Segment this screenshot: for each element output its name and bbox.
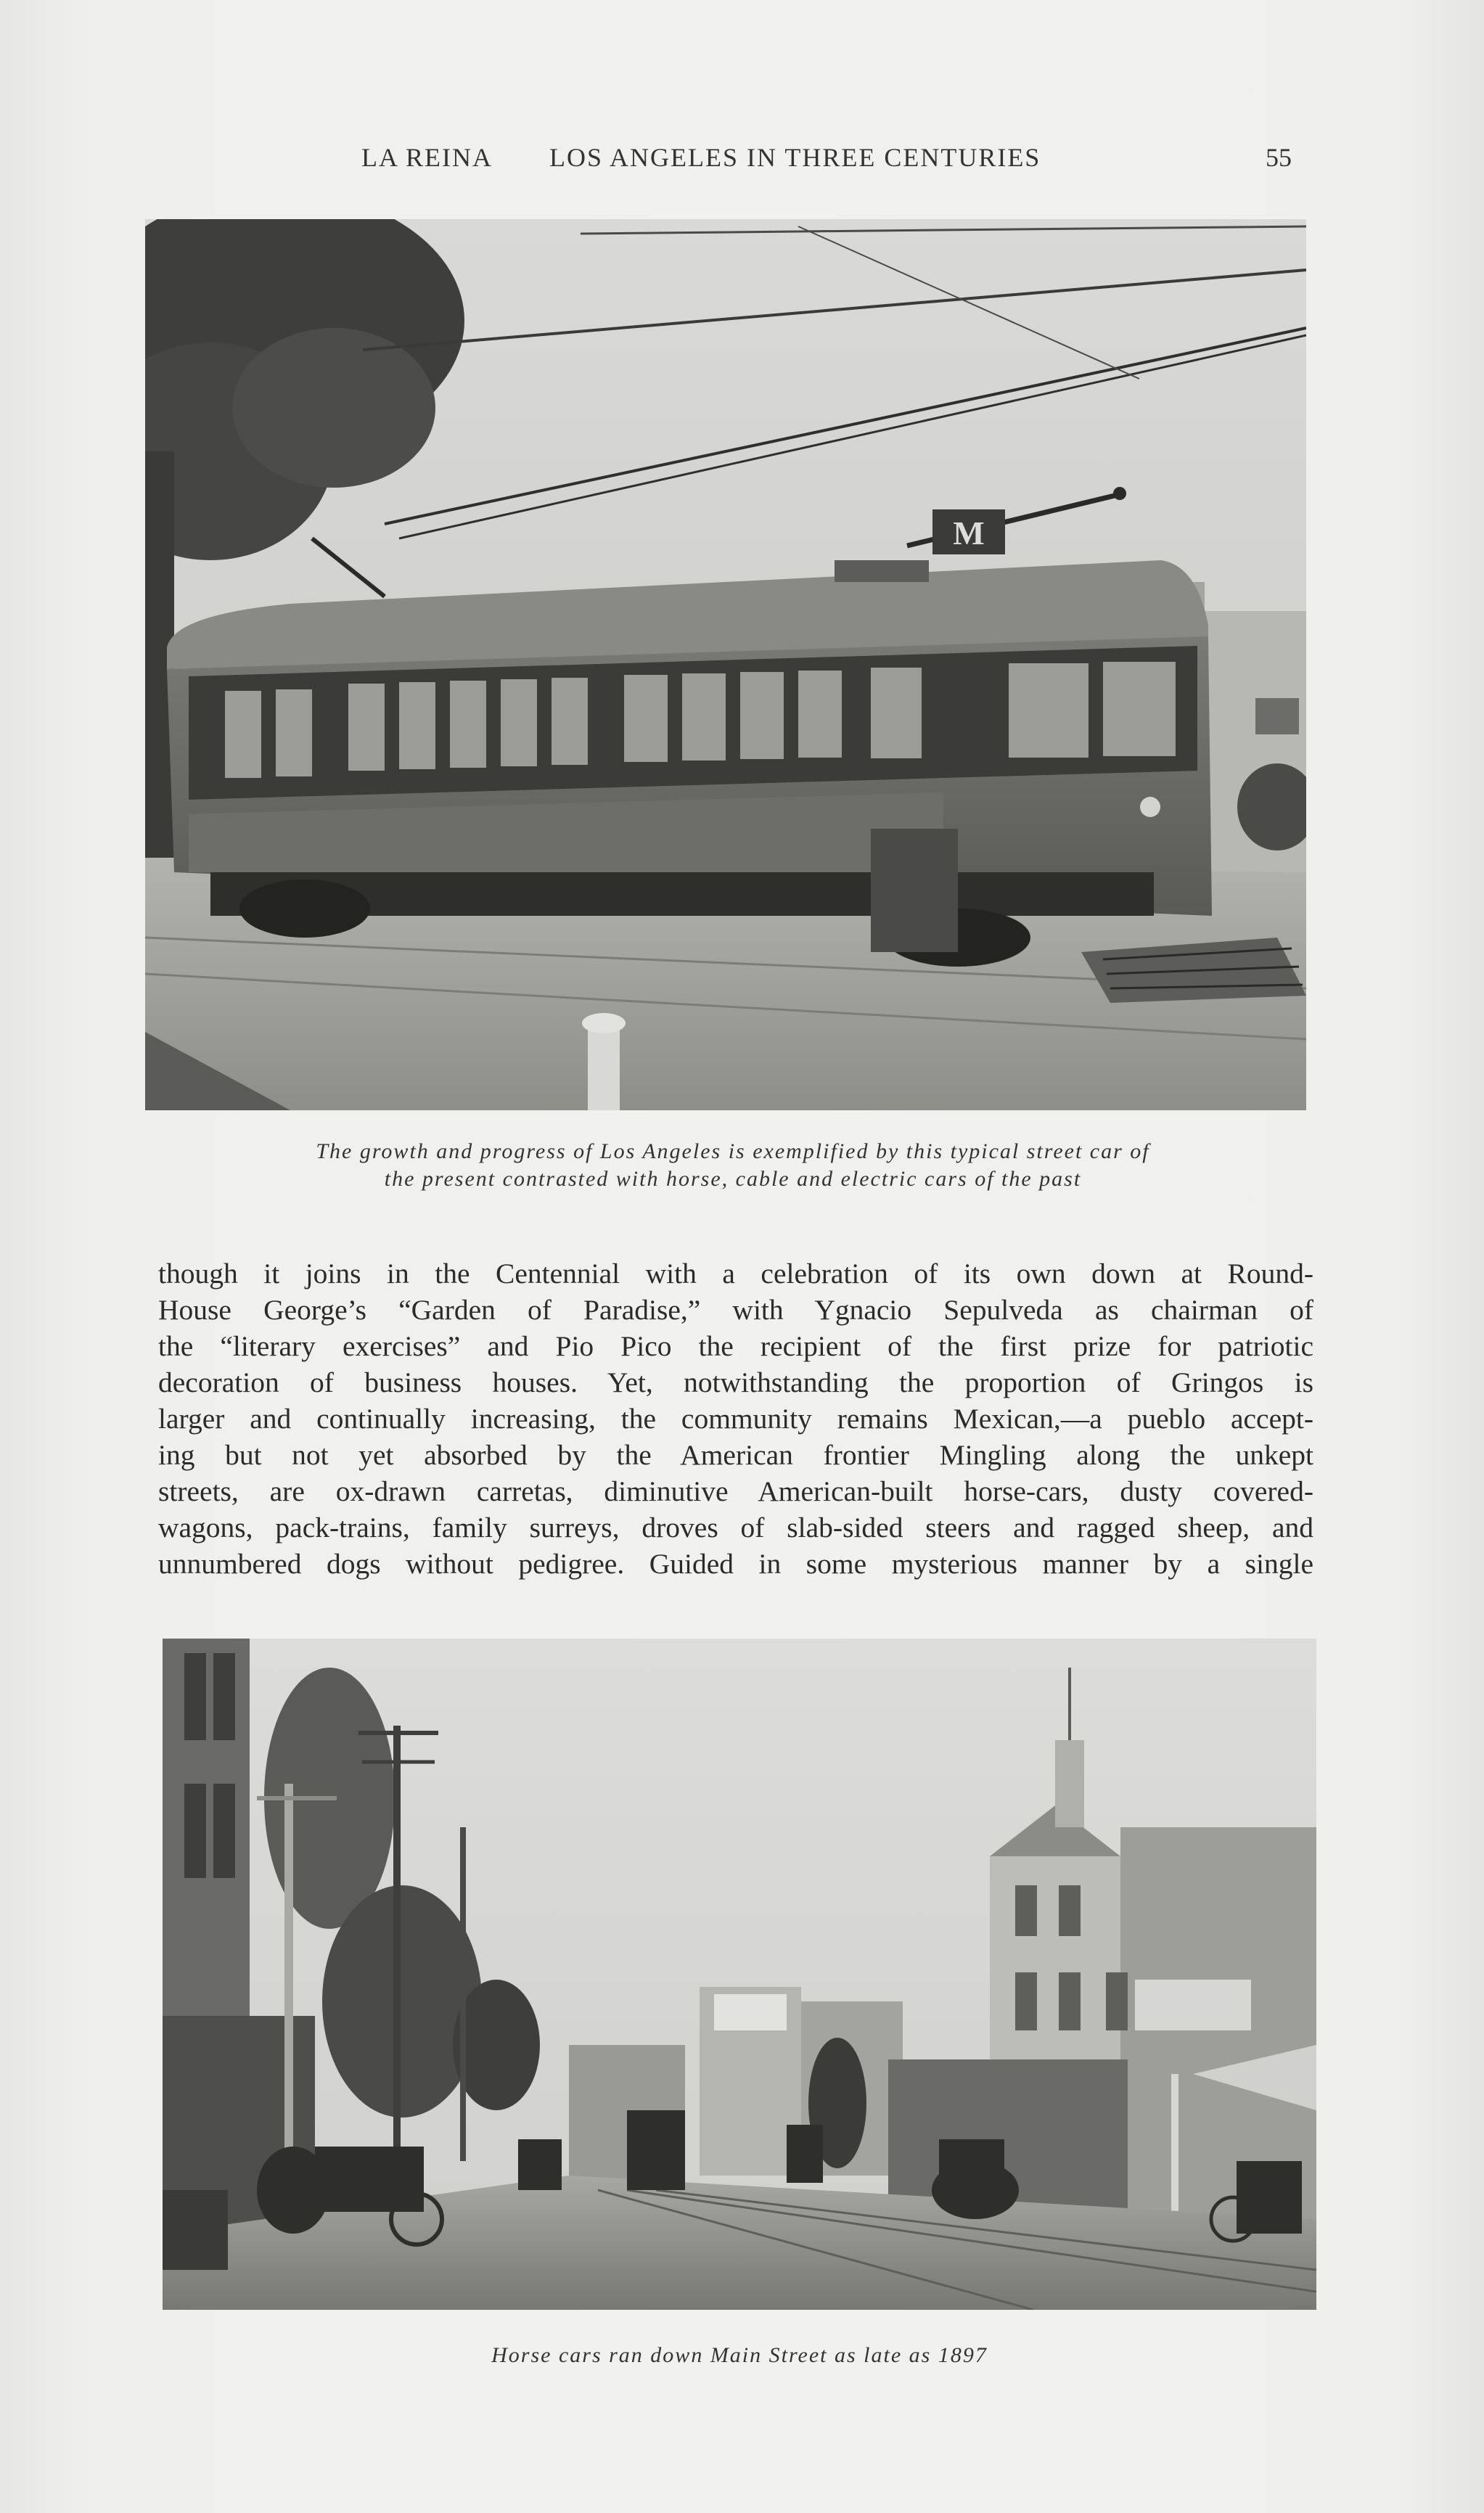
text-line: streets, are ox-drawn carretas, diminutive American-built horse-cars, dusty covered- bbox=[158, 1475, 1313, 1507]
text-line: wagons, pack-trains, family surreys, droves of slab-sided steers and ragged sheep, and bbox=[158, 1512, 1313, 1544]
figure-1-caption bbox=[203, 1138, 1263, 1193]
page-number: 55 bbox=[1266, 143, 1292, 172]
text-line: larger and continually increasing, the community remains Mexican,—a pueblo accept- bbox=[158, 1403, 1313, 1435]
running-head-title: LOS ANGELES IN THREE CENTURIES bbox=[549, 143, 1041, 172]
running-head-left: LA REINA bbox=[361, 143, 493, 172]
figure-2-caption: Horse cars ran down Main Street as late as 1897 bbox=[491, 2343, 988, 2367]
text-line: ing but not yet absorbed by the American frontier Mingling along the unkept bbox=[158, 1439, 1313, 1471]
text-line: the “literary exercises” and Pio Pico the recipient of the first prize for patriotic bbox=[158, 1330, 1313, 1362]
caption-line-1: The growth and progress of Los Angeles is exemplified by this typical street car of bbox=[316, 1139, 1150, 1163]
body-paragraph bbox=[158, 1255, 1313, 1582]
text-line: though it joins in the Centennial with a celebration of its own down at Round- bbox=[158, 1258, 1313, 1290]
caption-line-2: the present contrasted with horse, cable and electric cars of the past bbox=[384, 1167, 1082, 1191]
running-header bbox=[0, 142, 1484, 179]
text-line: House George’s “Garden of Paradise,” with Ygnacio Sepulveda as chairman of bbox=[158, 1294, 1313, 1326]
text-line: decoration of business houses. Yet, notwithstanding the proportion of Gringos is bbox=[158, 1366, 1313, 1398]
streetcar-photograph bbox=[145, 219, 1306, 1110]
text-line: unnumbered dogs without pedigree. Guided in some mysterious manner by a single bbox=[158, 1548, 1313, 1580]
roof-sign-letter: M bbox=[953, 515, 985, 552]
main-street-photograph bbox=[163, 1639, 1316, 2310]
